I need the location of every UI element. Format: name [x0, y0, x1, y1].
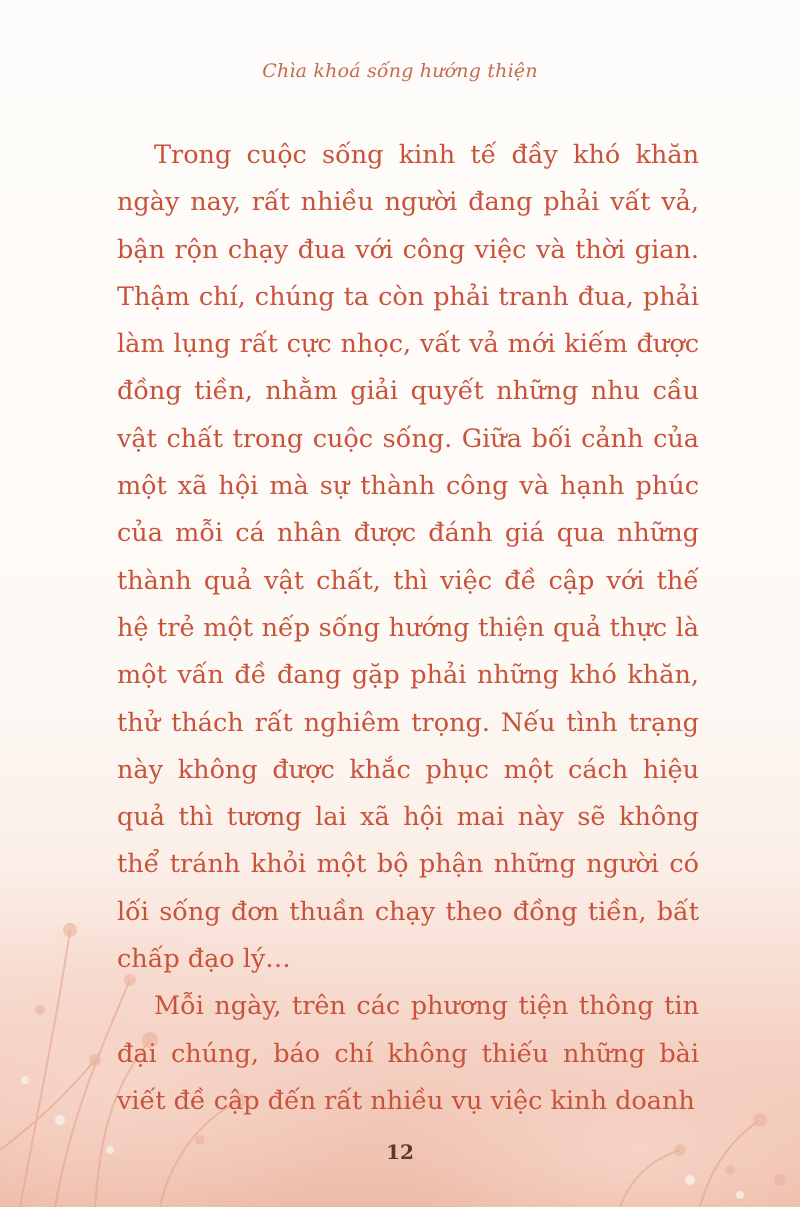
page-number: 12	[386, 1140, 414, 1164]
running-head: Chìa khoá sống hướng thiện	[262, 60, 538, 82]
paragraph-2: Mỗi ngày, trên các phương tiện thông tin đại chúng, báo chí không thiếu những bài viết đề cập đến rất nhiều vụ việc kinh doanh	[117, 991, 699, 1116]
paragraph-1: Trong cuộc sống kinh tế đầy khó khăn ngày nay, rất nhiều người đang phải vất vả, bận rộn chạy đua với công việc và thời gian. Thậm chí, chúng ta còn phải tranh đua, phải làm lụng rất cực nhọc, vất vả mới kiếm được đồng tiền, nhằm giải quyết những nhu cầu vật chất trong cuộc sống. Giữa bối cảnh của một xã hội mà sự thành công và hạnh phúc của mỗi cá nhân được đánh giá qua những thành quả vật chất, thì việc đề cập với thế hệ trẻ một nếp sống hướng thiện quả thực là một vấn đề đang gặp phải những khó khăn, thử thách rất nghiêm trọng. Nếu tình trạng này không được khắc phục một cách hiệu quả thì tương lai xã hội mai này sẽ không thể tránh khỏi một bộ phận những người có lối sống đơn thuần chạy theo đồng tiền, bất chấp đạo lý…	[117, 140, 699, 975]
body-text	[117, 132, 699, 1125]
